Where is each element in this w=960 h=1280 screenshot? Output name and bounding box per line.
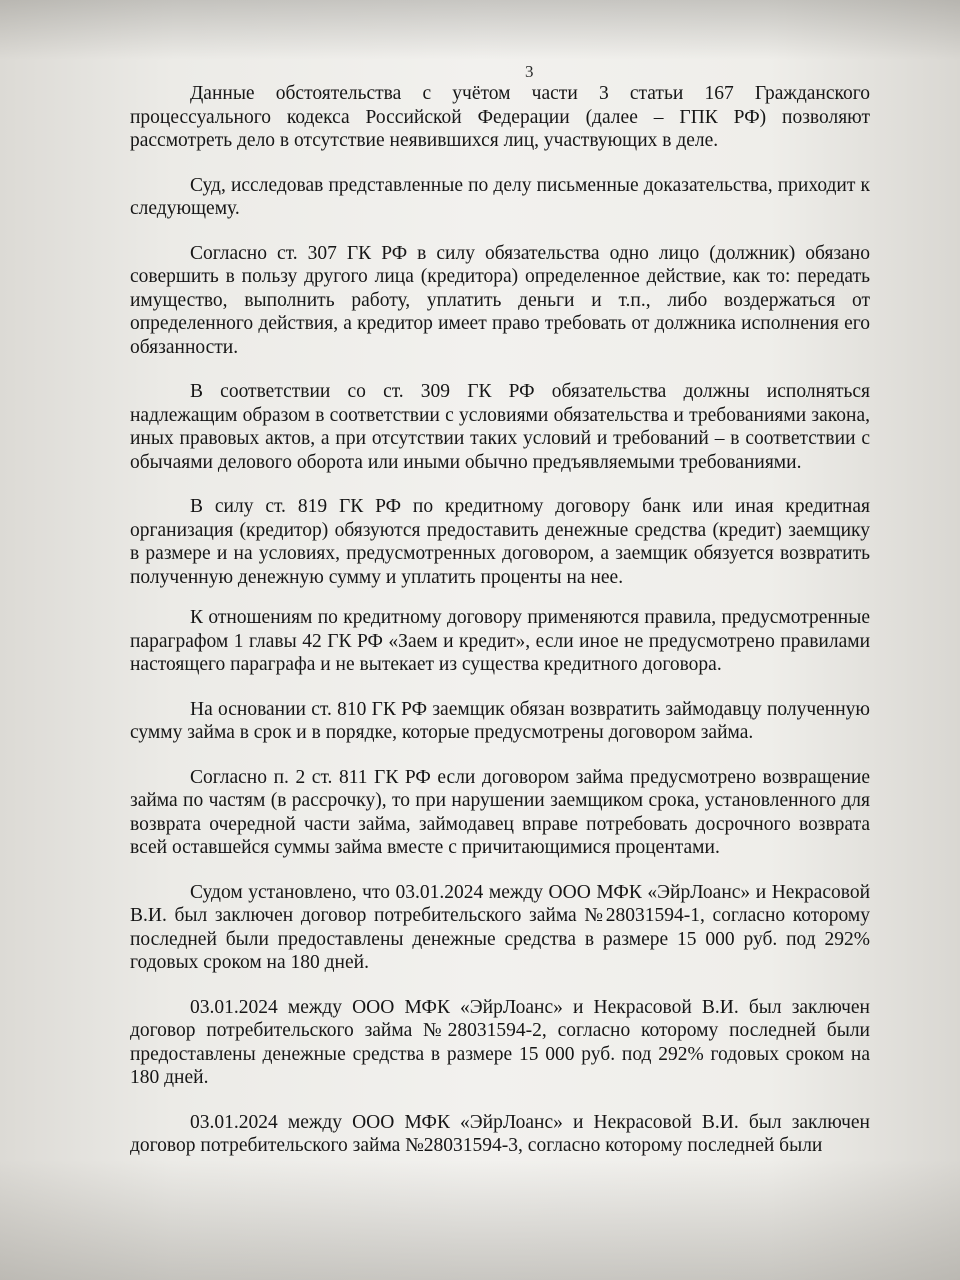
paragraph-circumstances: Данные обстоятельства с учётом части 3 статьи 167 Гражданского процессуального кодекса Российской Федерации (далее – ГПК РФ) позволяют рассмотреть дело в отсутствие неявившихся лиц, участвующих в деле.	[130, 83, 870, 151]
paragraph-art-309: В соответствии со ст. 309 ГК РФ обязательства должны исполняться надлежащим образом в соответствии с условиями обязательства и требованиями закона, иных правовых актов, а при отсутствии таких условий и требований – в соответствии с обычаями делового оборота или иными обычно предъявляемыми требованиями.	[130, 381, 870, 473]
paragraph-credit-relations: К отношениям по кредитному договору применяются правила, предусмотренные параграфом 1 главы 42 ГК РФ «Заем и кредит», если иное не предусмотрено правилами настоящего параграфа и не вытекает из существа кредитного договора.	[130, 607, 870, 675]
document-body	[130, 82, 870, 1179]
paragraph-loan-2: 03.01.2024 между ООО МФК «ЭйрЛоанс» и Некрасовой В.И. был заключен договор потребительского займа №28031594-2, согласно которому последней были предоставлены денежные средства в размере 15 000 руб. под 292% годовых сроком на 180 дней.	[130, 996, 870, 1088]
paragraph-loan-1: Судом установлено, что 03.01.2024 между ООО МФК «ЭйрЛоанс» и Некрасовой В.И. был заключен договор потребительского займа №28031594-1, согласно которому последней были предоставлены денежные средства в размере 15 000 руб. под 292% годовых сроком на 180 дней.	[130, 881, 870, 973]
paragraph-art-810: На основании ст. 810 ГК РФ заемщик обязан возвратить займодавцу полученную сумму займа в срок и в порядке, которые предусмотрены договором займа.	[130, 698, 870, 743]
paragraph-art-811: Согласно п. 2 ст. 811 ГК РФ если договором займа предусмотрено возвращение займа по частям (в рассрочку), то при нарушении заемщиком срока, установленного для возврата очередной части займа, займодавец вправе потребовать досрочного возврата всей оставшейся суммы займа вместе с причитающимися процентами.	[130, 766, 870, 858]
paragraph-art-307: Согласно ст. 307 ГК РФ в силу обязательства одно лицо (должник) обязано совершить в пользу другого лица (кредитора) определенное действие, как то: передать имущество, выполнить работу, уплатить деньги и т.п., либо воздержаться от определенного действия, а кредитор имеет право требовать от должника исполнения его обязанности.	[130, 242, 870, 358]
paragraph-loan-3: 03.01.2024 между ООО МФК «ЭйрЛоанс» и Некрасовой В.И. был заключен договор потребительского займа №28031594-3, согласно которому последней были	[130, 1111, 870, 1156]
page-number: 3	[525, 62, 534, 81]
paragraph-art-819: В силу ст. 819 ГК РФ по кредитному договору банк или иная кредитная организация (кредитор) обязуются предоставить денежные средства (кредит) заемщику в размере и на условиях, предусмотренных договором, а заемщик обязуется возвратить полученную денежную сумму и уплатить проценты на нее.	[130, 496, 870, 588]
paragraph-court-conclusion: Суд, исследовав представленные по делу письменные доказательства, приходит к следующему.	[130, 174, 870, 219]
page-shadow-top	[0, 0, 960, 60]
